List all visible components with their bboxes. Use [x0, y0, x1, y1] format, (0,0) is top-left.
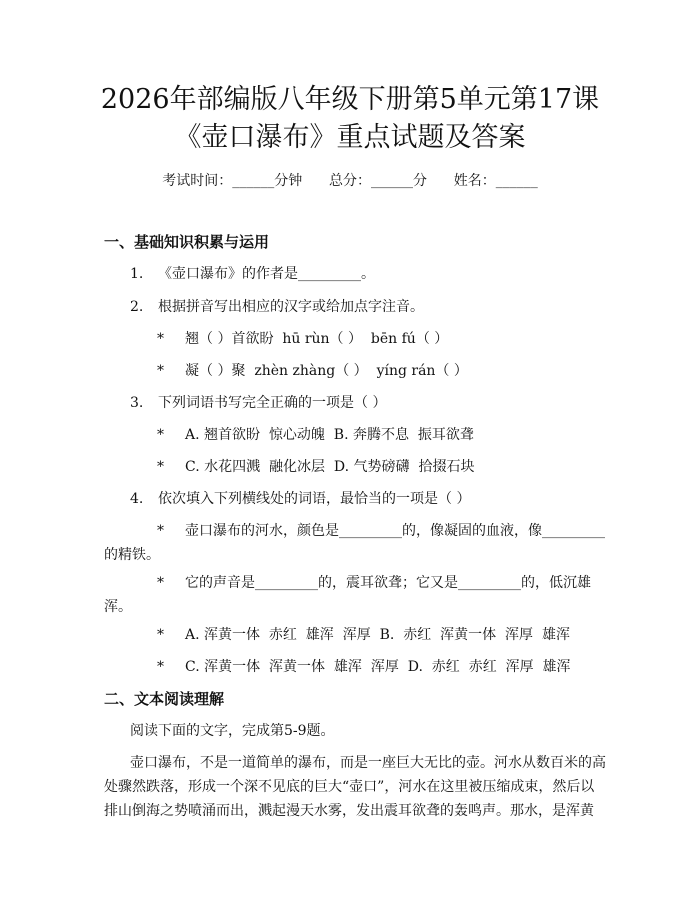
question-4-options-cd: [157, 656, 571, 676]
question-4-sentence-2-cont: 浑。: [104, 599, 132, 615]
question-2-line-1: [157, 328, 448, 348]
line-text: A. 翘首欲盼 惊心动魄 B. 奔腾不息 振耳欲聋: [185, 427, 474, 443]
bullet-mark: *: [157, 331, 164, 347]
bullet-mark: *: [157, 523, 164, 539]
question-4-sentence-2: [157, 572, 591, 592]
question-1: [130, 263, 375, 283]
question-4-sentence-1: [157, 520, 605, 540]
question-text: 依次填入下列横线处的词语，最恰当的一项是（ ）: [158, 491, 471, 507]
bullet-mark: *: [157, 659, 164, 675]
question-number: 4.: [130, 491, 144, 507]
line-text: 壶口瀑布的河水，颜色是_________的，像凝固的血液，像_________: [185, 523, 605, 539]
line-text: C. 水花四溅 融化冰层 D. 气势磅礴 拾掇石块: [185, 459, 475, 475]
question-number: 1.: [130, 266, 144, 282]
question-3-options-cd: [157, 456, 474, 476]
question-number: 2.: [130, 299, 144, 315]
line-text: 它的声音是_________的，震耳欲聋；它又是_________的，低沉雄: [185, 575, 591, 591]
line-text: A. 浑黄一体 赤红 雄浑 浑厚 B. 赤红 浑黄一体 浑厚 雄浑: [185, 627, 570, 643]
section-1-heading: 一、基础知识积累与运用: [104, 233, 270, 251]
passage-line-3: 排山倒海之势喷涌而出，溅起漫天水雾，发出震耳欲聋的轰鸣声。那水，是浑黄: [104, 803, 594, 819]
exam-info-line: 考试时间：______分钟 总分：______分 姓名：______: [162, 173, 538, 189]
title-line-1: 2026年部编版八年级下册第5单元第17课: [100, 84, 600, 115]
question-3: [130, 392, 386, 412]
question-2: [130, 296, 424, 316]
bullet-mark: *: [157, 575, 164, 591]
passage-line-2: 处骤然跌落，形成一个深不见底的巨大“壶口”，河水在这里被压缩成束，然后以: [104, 779, 595, 795]
question-4-sentence-1-cont: 的精铁。: [104, 547, 160, 563]
line-text: 翘（ ）首欲盼 hū rùn（ ） bēn fú（ ）: [185, 331, 449, 347]
question-text: 下列词语书写完全正确的一项是（ ）: [158, 395, 387, 411]
title-line-2: 《壶口瀑布》重点试题及答案: [174, 122, 526, 153]
section-2-heading: 二、文本阅读理解: [104, 690, 225, 708]
line-text: C. 浑黄一体 浑黄一体 雄浑 浑厚 D. 赤红 赤红 浑厚 雄浑: [185, 659, 571, 675]
question-2-line-2: [157, 360, 468, 380]
line-text: 凝（ ）聚 zhèn zhàng（ ） yíng rán（ ）: [185, 363, 468, 379]
question-4: [130, 488, 470, 508]
bullet-mark: *: [157, 427, 164, 443]
question-number: 3.: [130, 395, 144, 411]
passage-line-1: 壶口瀑布，不是一道简单的瀑布，而是一座巨大无比的壶。河水从数百米的高: [130, 755, 606, 771]
question-text: 《壶口瀑布》的作者是_________。: [158, 266, 375, 282]
question-3-options-ab: [157, 424, 474, 444]
question-text: 根据拼音写出相应的汉字或给加点字注音。: [158, 299, 424, 315]
question-4-options-ab: [157, 624, 570, 644]
bullet-mark: *: [157, 459, 164, 475]
bullet-mark: *: [157, 363, 164, 379]
bullet-mark: *: [157, 627, 164, 643]
reading-intro: 阅读下面的文字，完成第5-9题。: [130, 723, 335, 739]
